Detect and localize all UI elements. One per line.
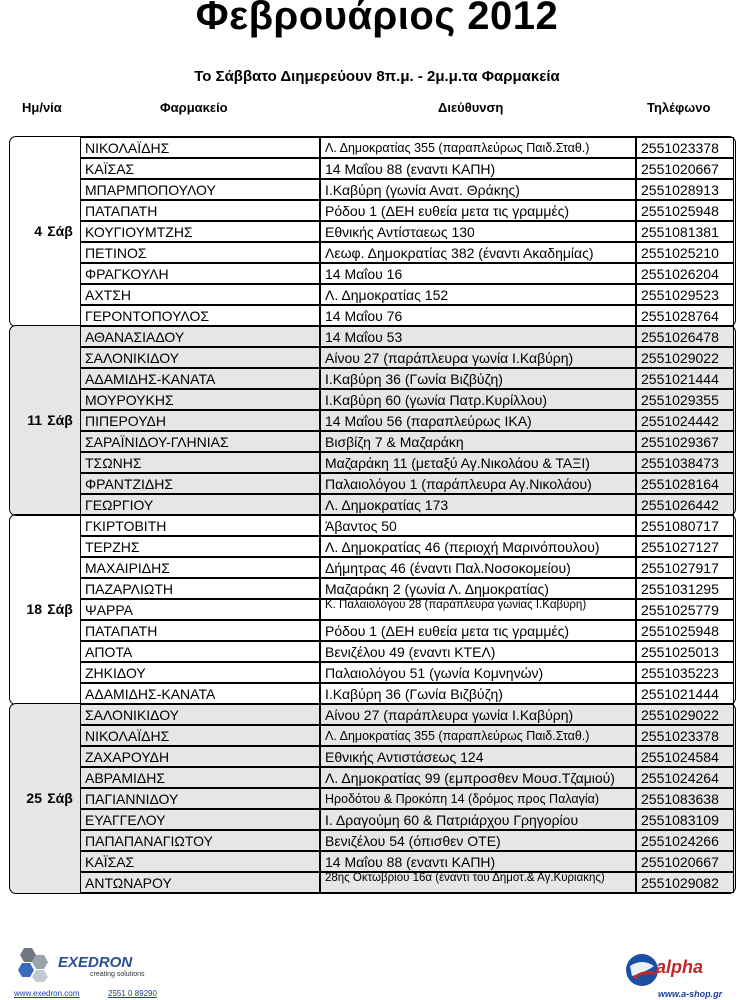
pharmacy-name-cell: ΤΕΡΖΗΣ (80, 536, 320, 557)
day-name: Σάβ (47, 411, 73, 428)
address-cell: Μαζαράκη 11 (μεταξύ Αγ.Νικολάου & ΤΑΞΙ) (320, 452, 636, 473)
address-cell: Ι.Καβύρη (γωνία Ανατ. Θράκης) (320, 179, 636, 200)
pharmacy-name-cell: ΕΥΑΓΓΕΛΟΥ (80, 809, 320, 830)
address-cell: Ι.Καβύρη 60 (γωνία Πατρ.Κυρίλλου) (320, 389, 636, 410)
address-cell: Βενιζέλου 49 (εναντι ΚΤΕΛ) (320, 641, 636, 662)
address-cell: 14 Μαΐου 76 (320, 305, 636, 326)
table-row (80, 809, 734, 830)
phone-cell: 2551020667 (636, 158, 734, 179)
table-row (80, 452, 734, 473)
day-label (9, 223, 81, 239)
pharmacy-name-cell: ΑΝΤΩΝΑΡΟΥ (80, 872, 320, 893)
address-cell: 28ης Οκτωβρίου 16α (έναντι του Δημοτ.& Αγ.Κυριακης) (320, 872, 636, 893)
phone-cell: 2551023378 (636, 725, 734, 746)
address-cell: Λ. Δημοκρατίας 152 (320, 284, 636, 305)
address-cell: Λεωφ. Δημοκρατίας 382 (έναντι Ακαδημίας) (320, 242, 636, 263)
phone-cell: 2551080717 (636, 515, 734, 536)
phone-cell: 2551029367 (636, 431, 734, 452)
day-number: 4 (34, 222, 42, 239)
page-subtitle: Το Σάββατο Διημερεύουν 8π.μ. - 2μ.μ.τα Φαρμακεία (194, 68, 560, 85)
address-cell: Ηροδότου & Προκόπη 14 (δρόμος προς Παλαγία) (320, 788, 636, 809)
pharmacy-name-cell: ΣΑΛΟΝΙΚΙΔΟΥ (80, 347, 320, 368)
pharmacy-name-cell: ΤΣΩΝΗΣ (80, 452, 320, 473)
address-cell: Ι. Δραγούμη 60 & Πατριάρχου Γρηγορίου (320, 809, 636, 830)
table-row (80, 410, 734, 431)
address-cell: Βενιζέλου 54 (όπισθεν ΟΤΕ) (320, 830, 636, 851)
phone-cell: 2551083638 (636, 788, 734, 809)
phone-cell: 2551028764 (636, 305, 734, 326)
phone-cell: 2551021444 (636, 683, 734, 704)
phone-cell: 2551026204 (636, 263, 734, 284)
pharmacy-name-cell: ΠΑΤΑΠΑΤΗ (80, 620, 320, 641)
pharmacy-name-cell: ΑΘΑΝΑΣΙΑΔΟΥ (80, 326, 320, 347)
phone-cell: 2551028913 (636, 179, 734, 200)
pharmacy-name-cell: ΚΟΥΓΙΟΥΜΤΖΗΣ (80, 221, 320, 242)
phone-cell: 2551020667 (636, 851, 734, 872)
pharmacy-name-cell: ΓΚΙΡΤΟΒΙΤΗ (80, 515, 320, 536)
phone-cell: 2551029082 (636, 872, 734, 893)
table-row (80, 620, 734, 641)
phone-cell: 2551038473 (636, 452, 734, 473)
hexagon-logo-icon (14, 946, 58, 982)
address-cell: Λ. Δημοκρατίας 46 (περιοχή Μαρινόπουλου) (320, 536, 636, 557)
address-cell: 14 Μαΐου 53 (320, 326, 636, 347)
table-row (80, 200, 734, 221)
address-cell: Δήμητρας 46 (έναντι Παλ.Νοσοκομείου) (320, 557, 636, 578)
header-address: Διεύθυνση (438, 100, 504, 115)
pharmacy-name-cell: ΜΠΑΡΜΠΟΠΟΥΛΟΥ (80, 179, 320, 200)
address-cell: Αίνου 27 (παράπλευρα γωνία Ι.Καβύρη) (320, 704, 636, 725)
address-cell: Άβαντος 50 (320, 515, 636, 536)
pharmacy-name-cell: ΖΑΧΑΡΟΥΔΗ (80, 746, 320, 767)
phone-cell: 2551035223 (636, 662, 734, 683)
table-row (80, 704, 734, 725)
pharmacy-name-cell: ΖΗΚΙΔΟΥ (80, 662, 320, 683)
address-cell: Λ. Δημοκρατίας 99 (εμπροσθεν Μουσ.Τζαμιού) (320, 767, 636, 788)
pharmacy-name-cell: ΑΧΤΣΗ (80, 284, 320, 305)
table-row (80, 515, 734, 536)
day-name: Σάβ (47, 789, 73, 806)
exedron-logo (14, 944, 164, 1000)
phone-cell: 2551025779 (636, 599, 734, 620)
address-cell: Λ. Δημοκρατίας 355 (παραπλεύρως Παιδ.Σταθ.) (320, 137, 636, 158)
alpha-brand: alpha (656, 957, 704, 977)
phone-cell: 2551029523 (636, 284, 734, 305)
day-number: 25 (26, 789, 42, 806)
address-cell: Ι.Καβύρη 36 (Γωνία Βιζβύζη) (320, 683, 636, 704)
table-row (80, 536, 734, 557)
pharmacy-name-cell: ΠΑΖΑΡΛΙΩΤΗ (80, 578, 320, 599)
table-row (80, 851, 734, 872)
table-row (80, 725, 734, 746)
phone-cell: 2551029355 (636, 389, 734, 410)
table-row (80, 641, 734, 662)
alpha-url-link[interactable]: www.a-shop.gr (658, 989, 723, 999)
pharmacy-name-cell: ΠΙΠΕΡΟΥΔΗ (80, 410, 320, 431)
address-cell: Ρόδου 1 (ΔΕΗ ευθεία μετα τις γραμμές) (320, 200, 636, 221)
phone-cell: 2551026442 (636, 494, 734, 515)
table-row (80, 830, 734, 851)
pharmacy-name-cell: ΠΑΤΑΠΑΤΗ (80, 200, 320, 221)
table-row (80, 599, 734, 620)
phone-cell: 2551083109 (636, 809, 734, 830)
day-number: 11 (27, 411, 42, 428)
pharmacy-name-cell: ΜΟΥΡΟΥΚΗΣ (80, 389, 320, 410)
pharmacy-name-cell: ΝΙΚΟΛΑΪΔΗΣ (80, 725, 320, 746)
table-row (80, 662, 734, 683)
alpha-logo (620, 944, 745, 1000)
address-cell: Βισβίζη 7 & Μαζαράκη (320, 431, 636, 452)
day-name: Σάβ (47, 600, 73, 617)
table-row (80, 284, 734, 305)
pharmacy-name-cell: ΑΔΑΜΙΔΗΣ-ΚΑΝΑΤΑ (80, 368, 320, 389)
phone-cell: 2551081381 (636, 221, 734, 242)
day-label (9, 412, 81, 428)
address-cell: Εθνικής Αντιστάσεως 124 (320, 746, 636, 767)
exedron-phone: 2551 0 89290 (108, 989, 157, 998)
pharmacy-name-cell: ΣΑΡΑΪΝΙΔΟΥ-ΓΛΗΝΙΑΣ (80, 431, 320, 452)
phone-cell: 2551027127 (636, 536, 734, 557)
phone-cell: 2551028164 (636, 473, 734, 494)
table-row (80, 305, 734, 326)
phone-cell: 2551024442 (636, 410, 734, 431)
phone-cell: 2551021444 (636, 368, 734, 389)
pharmacy-name-cell: ΑΠΟΤΑ (80, 641, 320, 662)
phone-cell: 2551024266 (636, 830, 734, 851)
page-title: Φεβρουάριος 2012 (195, 0, 559, 38)
address-cell: Παλαιολόγου 51 (γωνία Κομνηνών) (320, 662, 636, 683)
address-cell: 14 Μαΐου 88 (εναντι ΚΑΠΗ) (320, 158, 636, 179)
address-cell: 14 Μαΐου 56 (παραπλεύρως ΙΚΑ) (320, 410, 636, 431)
pharmacy-name-cell: ΑΔΑΜΙΔΗΣ-ΚΑΝΑΤΑ (80, 683, 320, 704)
phone-cell: 2551025948 (636, 620, 734, 641)
table-row (80, 179, 734, 200)
pharmacy-name-cell: ΠΑΓΙΑΝΝΙΔΟΥ (80, 788, 320, 809)
pharmacy-name-cell: ΚΑΪΣΑΣ (80, 851, 320, 872)
pharmacy-name-cell: ΚΑΪΣΑΣ (80, 158, 320, 179)
header-phone: Τηλέφωνο (647, 100, 711, 115)
pharmacy-name-cell: ΝΙΚΟΛΑΪΔΗΣ (80, 137, 320, 158)
phone-cell: 2551024584 (636, 746, 734, 767)
phone-cell: 2551024264 (636, 767, 734, 788)
address-cell: Λ. Δημοκρατίας 173 (320, 494, 636, 515)
address-cell: Αίνου 27 (παράπλευρα γωνία Ι.Καβύρη) (320, 347, 636, 368)
pharmacy-name-cell: ΜΑΧΑΙΡΙΔΗΣ (80, 557, 320, 578)
table-row (80, 788, 734, 809)
table-row (80, 557, 734, 578)
table-row (80, 473, 734, 494)
table-row (80, 872, 734, 893)
pharmacy-name-cell: ΓΕΩΡΓΙΟΥ (80, 494, 320, 515)
pharmacy-name-cell: ΑΒΡΑΜΙΔΗΣ (80, 767, 320, 788)
table-row (80, 494, 734, 515)
phone-cell: 2551029022 (636, 704, 734, 725)
table-row (80, 683, 734, 704)
day-label (9, 601, 81, 617)
phone-cell: 2551023378 (636, 137, 734, 158)
globe-logo-icon (624, 952, 660, 988)
day-name: Σάβ (47, 222, 73, 239)
table-row (80, 578, 734, 599)
table-row (80, 242, 734, 263)
table-row (80, 347, 734, 368)
pharmacy-name-cell: ΠΕΤΙΝΟΣ (80, 242, 320, 263)
table-row (80, 368, 734, 389)
table-row (80, 263, 734, 284)
phone-cell: 2551025948 (636, 200, 734, 221)
address-cell: Μαζαράκη 2 (γωνία Λ. Δημοκρατίας) (320, 578, 636, 599)
phone-cell: 2551026478 (636, 326, 734, 347)
address-cell: Ρόδου 1 (ΔΕΗ ευθεία μετα τις γραμμές) (320, 620, 636, 641)
pharmacy-name-cell: ΣΑΛΟΝΙΚΙΔΟΥ (80, 704, 320, 725)
table-row (80, 158, 734, 179)
address-cell: Εθνικής Αντίσταεως 130 (320, 221, 636, 242)
header-date: Ημ/νία (22, 100, 62, 115)
exedron-brand: EXEDRON (58, 954, 133, 971)
pharmacy-name-cell: ΦΡΑΝΤΖΙΔΗΣ (80, 473, 320, 494)
pharmacy-name-cell: ΓΕΡΟΝΤΟΠΟΥΛΟΣ (80, 305, 320, 326)
header-pharmacy: Φαρμακείο (160, 100, 228, 115)
phone-cell: 2551031295 (636, 578, 734, 599)
address-cell: Κ. Παλαιολόγου 28 (παράπλευρα γωνίας Ι.Καβύρη) (320, 599, 636, 620)
phone-cell: 2551029022 (636, 347, 734, 368)
table-row (80, 746, 734, 767)
address-cell: 14 Μαΐου 88 (εναντι ΚΑΠΗ) (320, 851, 636, 872)
exedron-tagline: creating solutions (90, 971, 145, 978)
address-cell: Λ. Δημοκρατίας 355 (παραπλεύρως Παιδ.Σταθ.) (320, 725, 636, 746)
table-row (80, 431, 734, 452)
phone-cell: 2551025013 (636, 641, 734, 662)
table-row (80, 767, 734, 788)
day-label (9, 790, 81, 806)
pharmacy-name-cell: ΨΑΡΡΑ (80, 599, 320, 620)
table-row (80, 137, 734, 158)
address-cell: 14 Μαΐου 16 (320, 263, 636, 284)
table-row (80, 389, 734, 410)
phone-cell: 2551027917 (636, 557, 734, 578)
exedron-url-link[interactable]: www.exedron.com (14, 989, 80, 998)
phone-cell: 2551025210 (636, 242, 734, 263)
table-row (80, 221, 734, 242)
address-cell: Παλαιολόγου 1 (παράπλευρα Αγ.Νικολάου) (320, 473, 636, 494)
pharmacy-name-cell: ΠΑΠΑΠΑΝΑΓΙΩΤΟΥ (80, 830, 320, 851)
table-row (80, 326, 734, 347)
address-cell: Ι.Καβύρη 36 (Γωνία Βιζβύζη) (320, 368, 636, 389)
pharmacy-name-cell: ΦΡΑΓΚΟΥΛΗ (80, 263, 320, 284)
day-number: 18 (26, 600, 42, 617)
